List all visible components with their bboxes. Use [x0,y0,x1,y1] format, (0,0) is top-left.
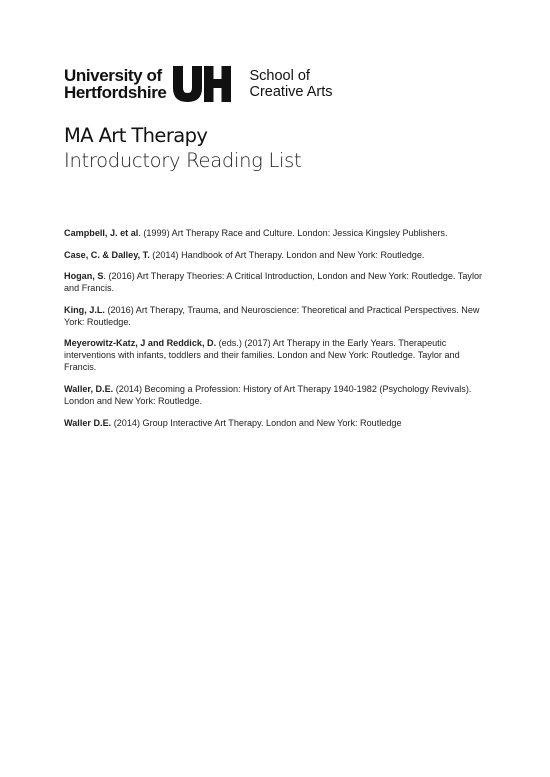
university-name-line2: Hertfordshire [64,83,167,102]
university-logo [64,64,333,104]
reference-entry [64,227,484,239]
reference-details: (2016) Art Therapy, Trauma, and Neuroscience: Theoretical and Practical Perspectives. New York: Routledge. [64,304,480,327]
reference-details: (eds.) (2017) Art Therapy in the Early Years. Therapeutic interventions with infants, toddlers and their families. London and New York: Routledge. Taylor and Francis. [64,338,460,373]
reference-author: King, J.L. [64,304,105,315]
reference-author: Hogan, S [64,271,104,282]
document-subtitle: Introductory Reading List [64,149,302,172]
reference-details: (2014) Group Interactive Art Therapy. London and New York: Routledge [111,417,402,428]
reference-author: Case, C. & Dalley, T. [64,249,150,260]
reference-entry [64,304,484,328]
reference-entry [64,337,484,373]
reference-details: . (1999) Art Therapy Race and Culture. London: Jessica Kingsley Publishers. [138,228,448,239]
reference-author: Waller D.E. [64,417,112,428]
reference-entry [64,383,484,407]
logo-divider [239,67,240,101]
university-name-line1: University of [64,66,162,85]
reference-author: Campbell, J. et al [64,228,139,239]
university-name [64,67,167,101]
reading-list [64,218,484,438]
school-name-line1: School of [249,68,310,84]
reference-details: (2014) Handbook of Art Therapy. London and New York: Routledge. [149,249,425,260]
reference-entry [64,417,484,429]
uh-logo-mark [173,66,231,102]
reference-details: . (2016) Art Therapy Theories: A Critical Introduction, London and New York: Routledge. Taylor and Francis. [64,271,483,294]
school-name-line2: Creative Arts [249,84,333,100]
document-title: MA Art Therapy [64,124,208,147]
reference-author: Waller, D.E. [64,384,114,395]
school-name [250,68,333,100]
reference-entry [64,249,484,261]
reference-entry [64,270,484,294]
title-block [64,124,301,174]
reference-author: Meyerowitz-Katz, J and Reddick, D. [64,338,217,349]
reference-details: (2014) Becoming a Profession: History of Art Therapy 1940-1982 (Psychology Revivals). London and New York: Routledge. [64,384,472,407]
